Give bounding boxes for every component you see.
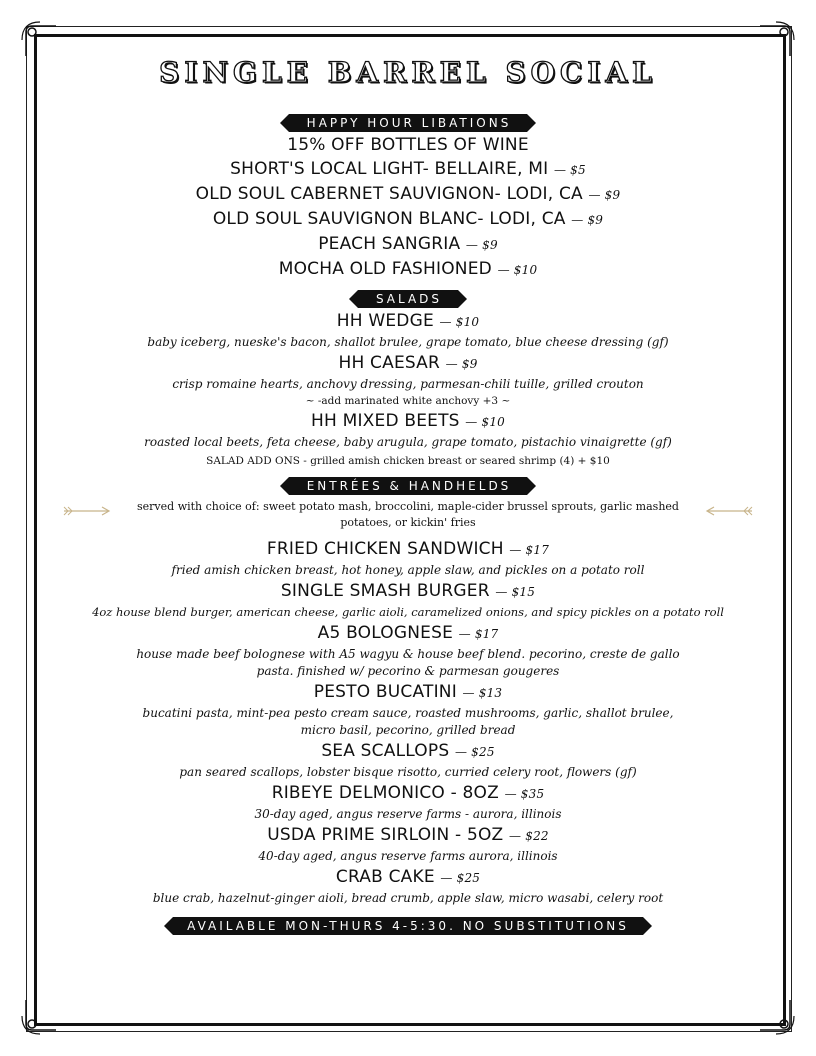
restaurant-title: SINGLE BARREL SOCIAL — [159, 56, 657, 89]
entrees-list — [40, 537, 776, 907]
salad-item — [40, 409, 776, 434]
section-banner-salads: SALADS — [358, 290, 458, 308]
drink-item — [40, 257, 776, 282]
corner-ornament-icon — [758, 998, 798, 1038]
drink-item — [40, 133, 776, 157]
drink-price: — $9 — [465, 238, 498, 252]
drink-name: SHORT'S LOCAL LIGHT- BELLAIRE, MI — [230, 159, 549, 179]
salad-addons: SALAD ADD ONS - grilled amish chicken breast or seared shrimp (4) + $10 — [206, 455, 610, 467]
entree-item — [40, 621, 776, 646]
drink-price: — $10 — [497, 263, 538, 277]
drink-item — [40, 157, 776, 182]
entree-item — [40, 537, 776, 562]
drink-name: MOCHA OLD FASHIONED — [278, 259, 492, 279]
drink-name: PEACH SANGRIA — [318, 234, 461, 254]
entree-name: SEA SCALLOPS — [321, 741, 450, 761]
drink-item — [40, 182, 776, 207]
drink-price: — $9 — [571, 213, 604, 227]
entree-item — [40, 865, 776, 890]
drink-item — [40, 232, 776, 257]
drink-name: 15% OFF BOTTLES OF WINE — [287, 135, 529, 155]
entree-price: — $13 — [462, 686, 503, 700]
entree-description: pasta. finished w/ pecorino & parmesan gougeres — [256, 664, 560, 678]
entree-price: — $22 — [509, 829, 549, 843]
salad-extra: ~ -add marinated white anchovy +3 ~ — [305, 395, 511, 407]
entree-name: CRAB CAKE — [335, 867, 435, 887]
drinks-list — [40, 133, 776, 282]
salad-description: roasted local beets, feta cheese, baby arugula, grape tomato, pistachio vinaigrette (gf) — [144, 435, 672, 449]
entree-description: 4oz house blend burger, american cheese, garlic aioli, caramelized onions, and spicy pickles on a potato roll — [92, 605, 724, 619]
entree-description: bucatini pasta, mint-pea pesto cream sauce, roasted mushrooms, garlic, shallot brulee, — [142, 706, 674, 720]
salad-name: HH MIXED BEETS — [311, 411, 460, 431]
entree-name: PESTO BUCATINI — [313, 682, 457, 702]
corner-ornament-icon — [18, 998, 58, 1038]
section-banner-entrees: ENTRÉES & HANDHELDS — [289, 477, 528, 495]
entree-description: 40-day aged, angus reserve farms aurora, illinois — [258, 849, 558, 863]
entree-description: micro basil, pecorino, grilled bread — [300, 723, 516, 737]
entree-price: — $35 — [504, 787, 545, 801]
menu-content — [40, 46, 776, 936]
entree-item — [40, 579, 776, 604]
entree-item — [40, 823, 776, 848]
salad-item — [40, 309, 776, 334]
entree-item — [40, 739, 776, 764]
entree-price: — $17 — [509, 543, 550, 557]
drink-name: OLD SOUL CABERNET SAUVIGNON- LODI, CA — [195, 184, 583, 204]
salad-description: baby iceberg, nueske's bacon, shallot brulee, grape tomato, blue cheese dressing (gf) — [147, 335, 669, 349]
entree-name: RIBEYE DELMONICO - 8OZ — [271, 783, 499, 803]
entree-name: FRIED CHICKEN SANDWICH — [266, 539, 504, 559]
drink-price: — $5 — [553, 163, 586, 177]
footer-banner: AVAILABLE MON-THURS 4-5:30. NO SUBSTITUTIONS — [173, 917, 643, 935]
salads-list — [40, 309, 776, 469]
entree-description: fried amish chicken breast, hot honey, apple slaw, and pickles on a potato roll — [171, 563, 645, 577]
entree-description: house made beef bolognese with A5 wagyu & house beef blend. pecorino, creste de gallo — [136, 647, 680, 661]
entree-item — [40, 680, 776, 705]
drink-name: OLD SOUL SAUVIGNON BLANC- LODI, CA — [212, 209, 566, 229]
salad-item — [40, 351, 776, 376]
entree-price: — $15 — [495, 585, 536, 599]
served-with-note: served with choice of: sweet potato mash, broccolini, maple-cider brussel sprouts, garlic mashed potatoes, or kickin' fries — [137, 500, 679, 529]
entree-description: 30-day aged, angus reserve farms - aurora, illinois — [254, 807, 562, 821]
salad-price: — $9 — [445, 357, 478, 371]
entree-price: — $25 — [454, 745, 495, 759]
entree-item — [40, 781, 776, 806]
salad-price: — $10 — [465, 415, 505, 429]
entree-description: blue crab, hazelnut-ginger aioli, bread crumb, apple slaw, micro wasabi, celery root — [152, 891, 664, 905]
salad-name: HH CAESAR — [338, 353, 441, 373]
salad-price: — $10 — [439, 315, 480, 329]
salad-description: crisp romaine hearts, anchovy dressing, parmesan-chili tuille, grilled crouton — [172, 377, 644, 391]
served-with-row — [40, 499, 776, 531]
entree-price: — $25 — [440, 871, 481, 885]
drink-item — [40, 207, 776, 232]
arrow-right-icon — [62, 505, 112, 517]
salad-name: HH WEDGE — [336, 311, 434, 331]
entree-name: SINGLE SMASH BURGER — [280, 581, 490, 601]
entree-price: — $17 — [458, 627, 499, 641]
section-banner-happy-hour: HAPPY HOUR LIBATIONS — [289, 114, 528, 132]
entree-name: A5 BOLOGNESE — [317, 623, 454, 643]
drink-price: — $9 — [588, 188, 621, 202]
entree-description: pan seared scallops, lobster bisque risotto, curried celery root, flowers (gf) — [179, 765, 637, 779]
entree-name: USDA PRIME SIRLOIN - 5OZ — [267, 825, 504, 845]
arrow-left-icon — [704, 505, 754, 517]
